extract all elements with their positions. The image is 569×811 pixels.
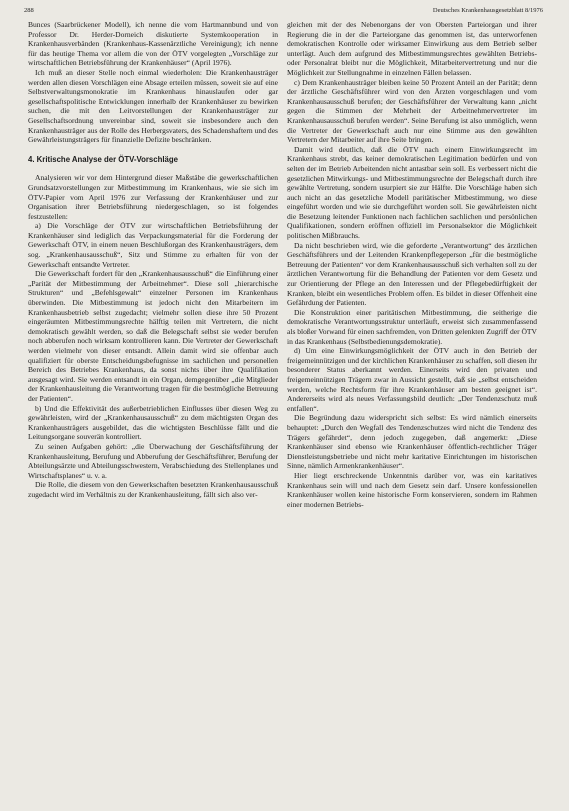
paragraph: Damit wird deutlich, daß die ÖTV nach einem Einwirkungsrecht im Krankenhaus strebt, das keiner demokratischen Legitimation bedürfen und von selten der im Betrieb Arbeitenden nicht antastbar sein soll. Es verbessert nicht die gesetzlichen Mitwirkungs- und Mitbestimmungsrechte der Belegschaft durch ihre gewählte Vertretung, sondern usurpiert sie zur Hälfte. Die Vorschläge haben sich auch nicht an das gesetzliche Modell paritätischer Mitbestimmung, wo diese eingeführt worden und wie sie durchgeführt worden soll. Sie gewährleisten nicht die Besetzung leitender Funktionen nach fachlichen sachlichen und persönlichen Qualifikationen, sondern eröffnen offiziell im Personalsektor die Möglichkeit politischen Mißbrauchs. (287, 144, 537, 241)
page-header (24, 6, 543, 16)
right-column (287, 20, 537, 509)
paragraph: Die Rolle, die diesem von den Gewerkschaften besetzten Krankenhausausschuß zugedacht wird im Verhältnis zu der Krankenhausleitung, fällt sich also ver- (28, 480, 278, 499)
left-column (28, 20, 278, 500)
paragraph: d) Um eine Einwirkungsmöglichkeit der ÖTV auch in den Betrieb der freigemeinnützigen und der kirchlichen Krankenhäuser zu schaffen, soll diesen ihr besonderer Status aberkannt werden. Einerseits wird den privaten und freigemeinnützigen Trägern zwar in Aussicht gestellt, daß sie „selbst entscheiden werden, welche Rechtsform für ihre Krankenhäuser am besten geeignet ist“. Andererseits wird als neues Verfassungsbild deutlich: „Der Tendenzschutz muß entfallen“. (287, 346, 537, 413)
paragraph: Da nicht beschrieben wird, wie die geforderte „Verantwortung“ des ärztlichen Geschäftsführers und der Leitenden Krankenpflegeperson „für die bestmögliche Betreuung der Patienten“ vor dem Krankenhausausschuß sich verhalten soll zu der ärztlichen Verantwortung für die Behandlung der Patienten vor dem Gesetz und zur Orientierung der Pflege an den Interessen und der Pflegebedürftigkeit der Kranken, bleibt ein wesentliches Problem offen. Es bildet in dieser Offenheit eine Gefährdung der Patienten. (287, 240, 537, 308)
section-heading: 4. Kritische Analyse der ÖTV-Vorschläge (28, 154, 178, 164)
page-number: 288 (24, 7, 34, 14)
paragraph: gleichen mit der des Nebenorgans der von Obersten Parteiorgan und ihrer Regierung die in der die Parteiorgane das genommen ist, das unterworfenen demokratischen Kontrolle oder wirksamer Einwirkung aus dem Betrieb selber unterlägt. Auch dem aufgrund des Mitbestimmungsrechtes gewählten Betriebs- oder Personalrat bleibt nur die Möglichkeit, Mitarbeitervertretung und nur die Möglichkeit zur Stellungnahme in einzelnen Fällen belassen. (287, 20, 537, 77)
paragraph: Ich muß an dieser Stelle noch einmal wiederholen: Die Krankenhausträger werden allen diesen Vorschlägen eine Absage erteilen müssen, soweit sie auf eine Selbstverwaltungsmonokratie im Krankenhaus hinauslaufen oder gar gesellschaftspolitische Entwicklungen innerhalb der Krankenhäuser zu bewirken suchen, die mit den Leitvorstellungen der Krankenhausträger zur Gesellschaftsordnung unvereinbar sind, soweit sie insbesondere auch den Krankenhausträger aus der Rolle des Herbergsvaters, des Schadenshaftern und des Gewährleistungsträgers für finanzielle Defizite beschränken. (28, 67, 278, 145)
paragraph: Analysieren wir vor dem Hintergrund dieser Maßstäbe die gewerkschaftlichen Grundsatzvorstellungen zur Mitbestimmung im Krankenhaus, wie sie sich im ÖTV-Papier vom April 1976 zur Verfassung der Krankenhäuser und zur Organisation ihrer Betriebsführung niedergeschlagen, so ist folgendes festzustellen: (28, 173, 278, 221)
paragraph: Die Begründung dazu widerspricht sich selbst: Es wird nämlich einerseits behauptet: „Durch den Wegfall des Tendenzschutzes wird nicht die Tendenz des Trägers gefährdet“, denn jedoch zugegeben, daß angemerkt: „Diese Krankenhäuser sind ebenso wie Krankenhäuser öffentlich-rechtlicher Träger Dienstleistungsbetriebe und nicht mehr karitative Einrichtungen im historischen Sinne, nämlich Armenkrankenhäuser“. (287, 413, 537, 471)
paragraph: Die Gewerkschaft fordert für den „Krankenhausausschuß“ die Einführung einer „Parität der Mitbestimmung der Arbeitnehmer“. Diese soll „hierarchische Strukturen“ und „Befehlsgewalt“ einzelner Personen im Krankenhaus überwinden. Die Mitbestimmung ist jedoch nicht den Mitarbeitern im Krankenhausbetrieb selbst zugedacht; vielmehr sollen diese ihre 50 Prozent eingeräumten Mitbestimmungsrechte hälftig teilen mit Vertretern, die nicht demokratisch gewählt werden, so daß die Belegschaft selbst sie weder berufen noch abberufen noch wirksam kontrollieren kann. Die Vertreter der Gewerkschaft werden vielmehr von dieser entsandt. Allein damit wird sie offenbar auch qualifiziert für oberste Entscheidungsbefugnisse im sachlichen und personellen Bereich des Betriebes Krankenhaus, da sonst nichts über ihre Qualifikation ausgesagt wird. Sie werden entsandt in ein Organ, demgegenüber „die Mitglieder der Krankenhausleitung die Verantwortung tragen für die bestmögliche Betreuung der Patienten“. (28, 269, 278, 403)
paragraph: Zu seinen Aufgaben gehört: „die Überwachung der Geschäftsführung der Krankenhausleitung, Berufung und Abberufung der Geschäftsführer, Berufung der Abteilungsärzte und Abteilungsschwestern, Verabschiedung des Stellenplanes und Wirtschaftsplanes“ u. v. a. (28, 441, 278, 480)
paragraph: c) Dem Krankenhausträger bleiben keine 50 Prozent Anteil an der Parität; denn der ärztliche Geschäftsführer wird von den Ärzten vorgeschlagen und vom Krankenhausausschuß berufen; der Geschäftsführer der Verwaltung kann „nicht gegen die Stimmen der Mehrheit der Arbeitnehmervertreter im Krankenhausausschuß berufen werden“. Seine Berufung ist also unmöglich, wenn die Vertreter der Gewerkschaft auch nur eine Stimme aus den gewählten Vertretern der Mitarbeiter auf ihre Seite bringen. (287, 77, 537, 145)
paragraph: Hier liegt erschreckende Unkenntnis darüber vor, was ein karitatives Krankenhaus sein will und nach dem Gesetz sein darf. Unsere konfessionellen Krankenhäuser wollen keine historische Form konservieren, sondern im Rahmen einer modernen Betriebs- (287, 470, 537, 509)
paragraph: Die Konstruktion einer paritätischen Mitbestimmung, die seitherige die demokratische Verantwortungsstruktur unterläuft, erweist sich zusammenfassend als bloßer Vorwand für einen sachfremden, von Dritten gelenkten Zugriff der ÖTV in das Krankenhaus (Selbstbedienungsdemokratie). (287, 307, 537, 346)
paragraph: Bunces (Saarbrückener Modell), ich nenne die vom Hartmannbund und von Professor Dr. Herder-Dorneich diskutierte Systemkooperation in Krankenhausverbänden (Krankenhaus-Kassenärztliche Vereinigung); ich nenne für das heutige Thema vor allem die von der ÖTV vorgelegten „Vorschläge zur wirtschaftlichen Betriebsführung der Krankenhäuser“ (April 1976). (28, 20, 278, 68)
paragraph: a) Die Vorschläge der ÖTV zur wirtschaftlichen Betriebsführung der Krankenhäuser sind lediglich das Verpackungsmaterial für die Forderung der Gewerkschaft ÖTV, in einem neuen Beschlußorgan des Krankenhausträgers, dem sog. „Krankenhausausschuß“, Sitz und Stimme zu erhalten für von der Gewerkschaft entsandte Vertreter. (28, 221, 278, 269)
paragraph: b) Und die Effektivität des außerbetrieblichen Einflusses über diesen Weg zu gewährleisten, wird der „Krankenhausausschuß“ zu dem mächtigsten Organ des Krankenhausträgers ausgebildet, das die wichtigsten Beschlüsse fällt und die Leitungsorgane souverän kontrolliert. (28, 403, 278, 442)
running-title: Deutsches Krankenhausgesetzblatt 8/1976 (432, 7, 543, 14)
